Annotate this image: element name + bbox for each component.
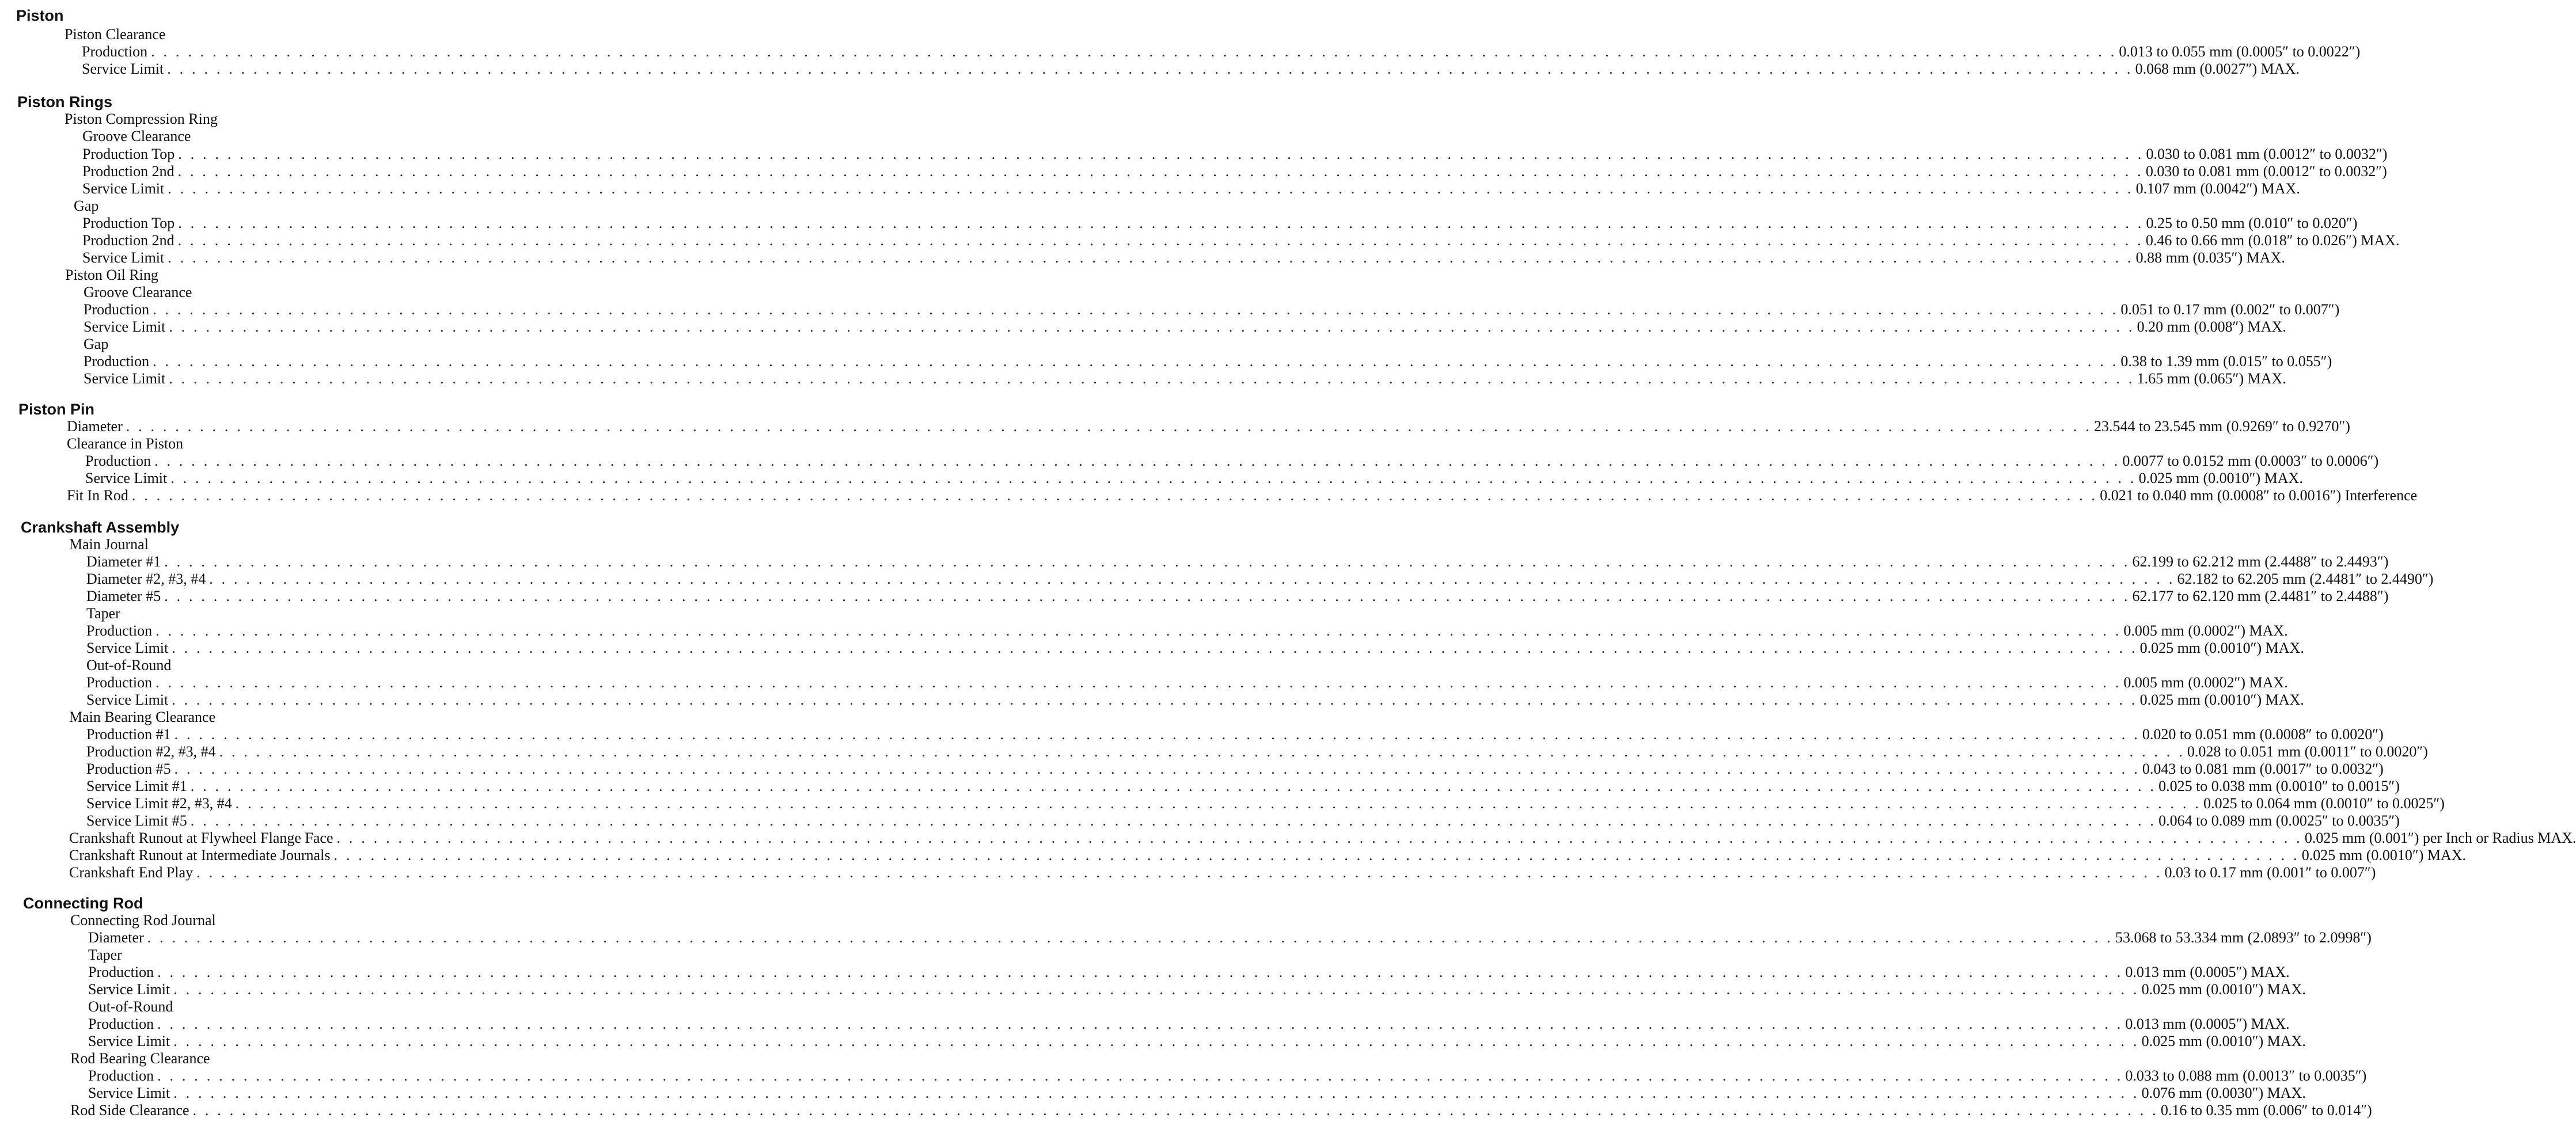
subheading-main-journal: Main Journal — [69, 536, 149, 553]
dot-leader: . . . . . . . . . . . . . . . . . . . . . . . . . . . . . . . . . . . . . . . . . . . . . . . . . . . . . . . . . . . . . . . . . . . . . . . . . . . . . . . . . . . . . . . . . . . . . . . . . . . . . . . . . . . . . . . . . . . . . . . . . . . . . . . . . . . . . . . . . . . . . . . . . . . . . . . . . . . . . . . . — [178, 146, 2144, 162]
spec-row — [82, 232, 2400, 249]
spec-value: 0.025 mm (0.0010″) MAX. — [2301, 847, 2467, 864]
dot-leader: . . . . . . . . . . . . . . . . . . . . . . . . . . . . . . . . . . . . . . . . . . . . . . . . . . . . . . . . . . . . . . . . . . . . . . . . . . . . . . . . . . . . . . . . . . . . . . . . . . . . . . . . . . . . . . . . . . . . . . . . . . . . . . . . . . . . . . . . . . . . . . . . . . . . . . . . . . . . . . . . — [172, 640, 2138, 656]
dot-leader: . . . . . . . . . . . . . . . . . . . . . . . . . . . . . . . . . . . . . . . . . . . . . . . . . . . . . . . . . . . . . . . . . . . . . . . . . . . . . . . . . . . . . . . . . . . . . . . . . . . . . . . . . . . . . . . . . . . . . . . . . . . . . . . . . . . . . . . . . . . . . . . . . . . . . . . . . . . . . . . . — [151, 43, 2117, 60]
spec-label: Service Limit #5 — [86, 812, 187, 829]
spec-label: Production 2nd — [82, 232, 174, 249]
spec-label: Diameter — [67, 418, 123, 435]
dot-leader: . . . . . . . . . . . . . . . . . . . . . . . . . . . . . . . . . . . . . . . . . . . . . . . . . . . . . . . . . . . . . . . . . . . . . . . . . . . . . . . . . . . . . . . . . . . . . . . . . . . . . . . . . . . . . . . . . . . . . . . . . . . . . . . . . . . . . . . . . . . . . . . . . . . . . . . . . . . . . . . . — [155, 622, 2122, 639]
dot-leader: . . . . . . . . . . . . . . . . . . . . . . . . . . . . . . . . . . . . . . . . . . . . . . . . . . . . . . . . . . . . . . . . . . . . . . . . . . . . . . . . . . . . . . . . . . . . . . . . . . . . . . . . . . . . . . . . . . . . . . . . . . . . . . . . . . . . . . . . . . . . . . . . . . . . . . . . . . . . . . . . — [154, 452, 2120, 469]
section-heading-crankshaft-assembly: Crankshaft Assembly — [21, 519, 180, 536]
dot-leader: . . . . . . . . . . . . . . . . . . . . . . . . . . . . . . . . . . . . . . . . . . . . . . . . . . . . . . . . . . . . . . . . . . . . . . . . . . . . . . . . . . . . . . . . . . . . . . . . . . . . . . . . . . . . . . . . . . . . . . . . . . . . . . . . . . . . . . . . . . . . . . . . . . . . . . . . . . . . . . . . — [190, 778, 2157, 794]
spec-label: Service Limit — [82, 60, 164, 77]
spec-label: Fit In Rod — [67, 487, 128, 504]
spec-value: 53.068 to 53.334 mm (2.0893″ to 2.0998″) — [2115, 929, 2372, 946]
dot-leader: . . . . . . . . . . . . . . . . . . . . . . . . . . . . . . . . . . . . . . . . . . . . . . . . . . . . . . . . . . . . . . . . . . . . . . . . . . . . . . . . . . . . . . . . . . . . . . . . . . . . . . . . . . . . . . . . . . . . . . . . . . . . . . . . . . . . . . . . . . . . . . . . . . . . . . . . . . . . . . . . — [131, 487, 2098, 504]
spec-value: 0.013 mm (0.0005″) MAX. — [2125, 964, 2290, 980]
spec-row — [82, 249, 2285, 267]
spec-value: 0.068 mm (0.0027″) MAX. — [2135, 60, 2300, 77]
spec-value: 0.38 to 1.39 mm (0.015″ to 0.055″) — [2120, 353, 2332, 370]
spec-label: Production #2, #3, #4 — [86, 743, 216, 760]
spec-label: Diameter #1 — [86, 553, 161, 570]
dot-leader: . . . . . . . . . . . . . . . . . . . . . . . . . . . . . . . . . . . . . . . . . . . . . . . . . . . . . . . . . . . . . . . . . . . . . . . . . . . . . . . . . . . . . . . . . . . . . . . . . . . . . . . . . . . . . . . . . . . . . . . . . . . . . . . . . . . . . . . . . . . . . . . . . . . . . . . . . . . . . . . . — [336, 830, 2302, 846]
dot-leader: . . . . . . . . . . . . . . . . . . . . . . . . . . . . . . . . . . . . . . . . . . . . . . . . . . . . . . . . . . . . . . . . . . . . . . . . . . . . . . . . . . . . . . . . . . . . . . . . . . . . . . . . . . . . . . . . . . . . . . . . . . . . . . . . . . . . . . . . . . . . . . . . . . . . . . . . . . . . . . . . — [169, 318, 2135, 335]
spec-row — [88, 964, 2290, 981]
dot-leader: . . . . . . . . . . . . . . . . . . . . . . . . . . . . . . . . . . . . . . . . . . . . . . . . . . . . . . . . . . . . . . . . . . . . . . . . . . . . . . . . . . . . . . . . . . . . . . . . . . . . . . . . . . . . . . . . . . . . . . . . . . . . . . . . . . . . . . . . . . . . . . . . . . . . . . . . . . . . . . . . — [126, 418, 2092, 435]
spec-row — [69, 847, 2467, 864]
spec-value: 0.005 mm (0.0002″) MAX. — [2123, 674, 2288, 691]
subheading-out-of-round: Out-of-Round — [86, 657, 172, 674]
spec-label: Diameter #5 — [86, 588, 161, 604]
spec-value: 0.107 mm (0.0042″) MAX. — [2135, 180, 2300, 197]
spec-row — [86, 553, 2389, 570]
subheading-out-of-round: Out-of-Round — [88, 998, 173, 1015]
subheading-clearance-in-piston: Clearance in Piston — [67, 435, 184, 452]
dot-leader: . . . . . . . . . . . . . . . . . . . . . . . . . . . . . . . . . . . . . . . . . . . . . . . . . . . . . . . . . . . . . . . . . . . . . . . . . . . . . . . . . . . . . . . . . . . . . . . . . . . . . . . . . . . . . . . . . . . . . . . . . . . . . . . . . . . . . . . . . . . . . . . . . . . . . . . . . . . . . . . . — [170, 470, 2137, 486]
spec-row — [82, 163, 2387, 180]
spec-row — [82, 43, 2361, 60]
dot-leader: . . . . . . . . . . . . . . . . . . . . . . . . . . . . . . . . . . . . . . . . . . . . . . . . . . . . . . . . . . . . . . . . . . . . . . . . . . . . . . . . . . . . . . . . . . . . . . . . . . . . . . . . . . . . . . . . . . . . . . . . . . . . . . . . . . . . . . . . . . . . . . . . . . . . . . . . . . . . . . . . — [178, 215, 2144, 231]
spec-row — [86, 674, 2288, 691]
spec-row — [88, 1085, 2306, 1102]
dot-leader: . . . . . . . . . . . . . . . . . . . . . . . . . . . . . . . . . . . . . . . . . . . . . . . . . . . . . . . . . . . . . . . . . . . . . . . . . . . . . . . . . . . . . . . . . . . . . . . . . . . . . . . . . . . . . . . . . . . . . . . . . . . . . . . . . . . . . . . . . . . . . . . . . . . . . . . . . . . . . . . . — [173, 1085, 2139, 1101]
spec-label: Service Limit — [88, 1085, 170, 1101]
spec-label: Production — [82, 43, 148, 60]
spec-label: Service Limit — [88, 1033, 170, 1049]
dot-leader: . . . . . . . . . . . . . . . . . . . . . . . . . . . . . . . . . . . . . . . . . . . . . . . . . . . . . . . . . . . . . . . . . . . . . . . . . . . . . . . . . . . . . . . . . . . . . . . . . . . . . . . . . . . . . . . . . . . . . . . . . . . . . . . . . . . . . . . . . . . . . . . . . . . . . . . . . . . . . . . . — [219, 743, 2185, 760]
spec-label: Crankshaft Runout at Intermediate Journals — [69, 847, 331, 864]
spec-value: 62.177 to 62.120 mm (2.4481″ to 2.4488″) — [2132, 588, 2389, 604]
spec-value: 0.043 to 0.081 mm (0.0017″ to 0.0032″) — [2142, 760, 2384, 777]
dot-leader: . . . . . . . . . . . . . . . . . . . . . . . . . . . . . . . . . . . . . . . . . . . . . . . . . . . . . . . . . . . . . . . . . . . . . . . . . . . . . . . . . . . . . . . . . . . . . . . . . . . . . . . . . . . . . . . . . . . . . . . . . . . . . . . . . . . . . . . . . . . . . . . . . . . . . . . . . . . . . . . . — [174, 726, 2140, 743]
spec-row — [88, 1033, 2306, 1050]
spec-value: 0.025 mm (0.0010″) MAX. — [2139, 640, 2304, 656]
spec-label: Production — [85, 452, 151, 469]
spec-label: Service Limit — [82, 180, 165, 197]
spec-value: 0.076 mm (0.0030″) MAX. — [2141, 1085, 2306, 1101]
spec-row — [82, 215, 2358, 232]
subheading-taper: Taper — [88, 946, 122, 963]
dot-leader: . . . . . . . . . . . . . . . . . . . . . . . . . . . . . . . . . . . . . . . . . . . . . . . . . . . . . . . . . . . . . . . . . . . . . . . . . . . . . . . . . . . . . . . . . . . . . . . . . . . . . . . . . . . . . . . . . . . . . . . . . . . . . . . . . . . . . . . . . . . . . . . . . . . . . . . . . . . . . . . . — [168, 180, 2134, 197]
spec-row — [69, 830, 2576, 847]
spec-label: Service Limit — [86, 640, 169, 656]
spec-value: 62.182 to 62.205 mm (2.4481″ to 2.4490″) — [2177, 570, 2434, 587]
spec-label: Production — [84, 353, 150, 370]
spec-label: Production — [86, 622, 153, 639]
subheading-rod-bearing-clearance: Rod Bearing Clearance — [70, 1050, 210, 1067]
spec-row — [67, 487, 2418, 504]
spec-row — [67, 418, 2350, 435]
spec-label: Production Top — [82, 146, 175, 162]
spec-label: Service Limit #2, #3, #4 — [86, 795, 232, 812]
subheading-groove-clearance: Groove Clearance — [82, 128, 191, 144]
spec-value: 0.005 mm (0.0002″) MAX. — [2123, 622, 2288, 639]
spec-value: 0.013 to 0.055 mm (0.0005″ to 0.0022″) — [2119, 43, 2361, 60]
spec-row — [86, 622, 2288, 640]
spec-value: 0.013 mm (0.0005″) MAX. — [2125, 1016, 2290, 1032]
spec-row — [88, 1016, 2290, 1033]
spec-label: Production — [88, 1016, 154, 1032]
spec-label: Production — [88, 1067, 154, 1084]
dot-leader: . . . . . . . . . . . . . . . . . . . . . . . . . . . . . . . . . . . . . . . . . . . . . . . . . . . . . . . . . . . . . . . . . . . . . . . . . . . . . . . . . . . . . . . . . . . . . . . . . . . . . . . . . . . . . . . . . . . . . . . . . . . . . . . . . . . . . . . . . . . . . . . . . . . . . . . . . . . . . . . . — [168, 249, 2134, 266]
spec-row — [88, 981, 2306, 998]
spec-row — [86, 795, 2445, 812]
subheading-connecting-rod-journal: Connecting Rod Journal — [70, 912, 216, 929]
spec-row — [88, 929, 2372, 946]
dot-leader: . . . . . . . . . . . . . . . . . . . . . . . . . . . . . . . . . . . . . . . . . . . . . . . . . . . . . . . . . . . . . . . . . . . . . . . . . . . . . . . . . . . . . . . . . . . . . . . . . . . . . . . . . . . . . . . . . . . . . . . . . . . . . . . . . . . . . . . . . . . . . . . . . . . . . . . . . . . . . . . . — [164, 553, 2130, 570]
spec-label: Production — [84, 301, 150, 318]
spec-label: Production — [86, 674, 153, 691]
spec-label: Service Limit — [88, 981, 170, 998]
section-heading-piston: Piston — [16, 7, 64, 24]
spec-row — [85, 470, 2303, 487]
spec-value: 0.20 mm (0.008″) MAX. — [2137, 318, 2286, 335]
spec-label: Production #1 — [86, 726, 171, 743]
spec-value: 0.021 to 0.040 mm (0.0008″ to 0.0016″) Interference — [2100, 487, 2418, 504]
dot-leader: . . . . . . . . . . . . . . . . . . . . . . . . . . . . . . . . . . . . . . . . . . . . . . . . . . . . . . . . . . . . . . . . . . . . . . . . . . . . . . . . . . . . . . . . . . . . . . . . . . . . . . . . . . . . . . . . . . . . . . . . . . . . . . . . . . . . . . . . . . . . . . . . . . . . . . . . . . . . . . . . — [177, 163, 2143, 180]
spec-row — [85, 452, 2379, 470]
spec-value: 0.025 mm (0.0010″) MAX. — [2139, 691, 2304, 708]
dot-leader: . . . . . . . . . . . . . . . . . . . . . . . . . . . . . . . . . . . . . . . . . . . . . . . . . . . . . . . . . . . . . . . . . . . . . . . . . . . . . . . . . . . . . . . . . . . . . . . . . . . . . . . . . . . . . . . . . . . . . . . . . . . . . . . . . . . . . . . . . . . . . . . . . . . . . . . . . . . . . . . . — [196, 864, 2163, 881]
spec-row — [86, 760, 2384, 778]
dot-leader: . . . . . . . . . . . . . . . . . . . . . . . . . . . . . . . . . . . . . . . . . . . . . . . . . . . . . . . . . . . . . . . . . . . . . . . . . . . . . . . . . . . . . . . . . . . . . . . . . . . . . . . . . . . . . . . . . . . . . . . . . . . . . . . . . . . . . . . . . . . . . . . . . . . . . . . . . . . . . . . . — [209, 570, 2175, 587]
spec-value: 0.020 to 0.051 mm (0.0008″ to 0.0020″) — [2142, 726, 2384, 743]
spec-label: Production — [88, 964, 154, 980]
spec-label: Service Limit — [84, 318, 166, 335]
section-heading-piston-pin: Piston Pin — [18, 401, 95, 418]
spec-row — [86, 778, 2400, 795]
spec-label: Service Limit — [84, 370, 166, 387]
dot-leader: . . . . . . . . . . . . . . . . . . . . . . . . . . . . . . . . . . . . . . . . . . . . . . . . . . . . . . . . . . . . . . . . . . . . . . . . . . . . . . . . . . . . . . . . . . . . . . . . . . . . . . . . . . . . . . . . . . . . . . . . . . . . . . . . . . . . . . . . . . . . . . . . . . . . . . . . . . . . . . . . — [153, 353, 2119, 370]
spec-row — [69, 864, 2376, 881]
spec-value: 23.544 to 23.545 mm (0.9269″ to 0.9270″) — [2094, 418, 2350, 435]
spec-value: 0.16 to 0.35 mm (0.006″ to 0.014″) — [2160, 1102, 2372, 1119]
spec-value: 0.025 mm (0.001″) per Inch or Radius MAX. — [2304, 830, 2576, 846]
spec-value: 0.025 mm (0.0010″) MAX. — [2141, 981, 2306, 998]
subheading-piston-oil-ring: Piston Oil Ring — [65, 267, 158, 283]
subheading-gap: Gap — [74, 197, 99, 214]
subheading-taper: Taper — [86, 605, 120, 622]
subheading-groove-clearance: Groove Clearance — [84, 284, 192, 301]
spec-value: 0.46 to 0.66 mm (0.018″ to 0.026″) MAX. — [2145, 232, 2400, 249]
dot-leader: . . . . . . . . . . . . . . . . . . . . . . . . . . . . . . . . . . . . . . . . . . . . . . . . . . . . . . . . . . . . . . . . . . . . . . . . . . . . . . . . . . . . . . . . . . . . . . . . . . . . . . . . . . . . . . . . . . . . . . . . . . . . . . . . . . . . . . . . . . . . . . . . . . . . . . . . . . . . . . . . — [192, 1102, 2158, 1119]
spec-label: Crankshaft End Play — [69, 864, 194, 881]
spec-value: 0.025 mm (0.0010″) MAX. — [2141, 1033, 2306, 1049]
subheading-piston-clearance: Piston Clearance — [65, 26, 166, 43]
spec-row — [82, 146, 2388, 163]
spec-value: 0.025 mm (0.0010″) MAX. — [2138, 470, 2303, 486]
spec-label: Service Limit #1 — [86, 778, 187, 794]
spec-value: 0.030 to 0.081 mm (0.0012″ to 0.0032″) — [2145, 163, 2387, 180]
dot-leader: . . . . . . . . . . . . . . . . . . . . . . . . . . . . . . . . . . . . . . . . . . . . . . . . . . . . . . . . . . . . . . . . . . . . . . . . . . . . . . . . . . . . . . . . . . . . . . . . . . . . . . . . . . . . . . . . . . . . . . . . . . . . . . . . . . . . . . . . . . . . . . . . . . . . . . . . . . . . . . . . — [235, 795, 2202, 812]
spec-row — [70, 1102, 2372, 1119]
spec-value: 0.025 to 0.038 mm (0.0010″ to 0.0015″) — [2158, 778, 2400, 794]
spec-row — [86, 743, 2428, 760]
dot-leader: . . . . . . . . . . . . . . . . . . . . . . . . . . . . . . . . . . . . . . . . . . . . . . . . . . . . . . . . . . . . . . . . . . . . . . . . . . . . . . . . . . . . . . . . . . . . . . . . . . . . . . . . . . . . . . . . . . . . . . . . . . . . . . . . . . . . . . . . . . . . . . . . . . . . . . . . . . . . . . . . — [155, 674, 2122, 691]
spec-value: 0.025 to 0.064 mm (0.0010″ to 0.0025″) — [2203, 795, 2445, 812]
spec-row — [84, 301, 2340, 318]
dot-leader: . . . . . . . . . . . . . . . . . . . . . . . . . . . . . . . . . . . . . . . . . . . . . . . . . . . . . . . . . . . . . . . . . . . . . . . . . . . . . . . . . . . . . . . . . . . . . . . . . . . . . . . . . . . . . . . . . . . . . . . . . . . . . . . . . . . . . . . . . . . . . . . . . . . . . . . . . . . . . . . . — [177, 232, 2143, 249]
spec-value: 0.0077 to 0.0152 mm (0.0003″ to 0.0006″) — [2122, 452, 2379, 469]
dot-leader: . . . . . . . . . . . . . . . . . . . . . . . . . . . . . . . . . . . . . . . . . . . . . . . . . . . . . . . . . . . . . . . . . . . . . . . . . . . . . . . . . . . . . . . . . . . . . . . . . . . . . . . . . . . . . . . . . . . . . . . . . . . . . . . . . . . . . . . . . . . . . . . . . . . . . . . . . . . . . . . . — [164, 588, 2130, 604]
spec-row — [88, 1067, 2367, 1085]
spec-row — [86, 588, 2389, 605]
dot-leader: . . . . . . . . . . . . . . . . . . . . . . . . . . . . . . . . . . . . . . . . . . . . . . . . . . . . . . . . . . . . . . . . . . . . . . . . . . . . . . . . . . . . . . . . . . . . . . . . . . . . . . . . . . . . . . . . . . . . . . . . . . . . . . . . . . . . . . . . . . . . . . . . . . . . . . . . . . . . . . . . — [174, 760, 2140, 777]
dot-leader: . . . . . . . . . . . . . . . . . . . . . . . . . . . . . . . . . . . . . . . . . . . . . . . . . . . . . . . . . . . . . . . . . . . . . . . . . . . . . . . . . . . . . . . . . . . . . . . . . . . . . . . . . . . . . . . . . . . . . . . . . . . . . . . . . . . . . . . . . . . . . . . . . . . . . . . . . . . . . . . . — [147, 929, 2114, 946]
spec-row — [86, 640, 2304, 657]
spec-row — [86, 726, 2384, 743]
dot-leader: . . . . . . . . . . . . . . . . . . . . . . . . . . . . . . . . . . . . . . . . . . . . . . . . . . . . . . . . . . . . . . . . . . . . . . . . . . . . . . . . . . . . . . . . . . . . . . . . . . . . . . . . . . . . . . . . . . . . . . . . . . . . . . . . . . . . . . . . . . . . . . . . . . . . . . . . . . . . . . . . — [190, 812, 2157, 829]
dot-leader: . . . . . . . . . . . . . . . . . . . . . . . . . . . . . . . . . . . . . . . . . . . . . . . . . . . . . . . . . . . . . . . . . . . . . . . . . . . . . . . . . . . . . . . . . . . . . . . . . . . . . . . . . . . . . . . . . . . . . . . . . . . . . . . . . . . . . . . . . . . . . . . . . . . . . . . . . . . . . . . . — [172, 691, 2138, 708]
section-heading-connecting-rod: Connecting Rod — [23, 895, 143, 912]
dot-leader: . . . . . . . . . . . . . . . . . . . . . . . . . . . . . . . . . . . . . . . . . . . . . . . . . . . . . . . . . . . . . . . . . . . . . . . . . . . . . . . . . . . . . . . . . . . . . . . . . . . . . . . . . . . . . . . . . . . . . . . . . . . . . . . . . . . . . . . . . . . . . . . . . . . . . . . . . . . . . . . . — [167, 60, 2133, 77]
subheading-piston-compression-ring: Piston Compression Ring — [65, 111, 218, 127]
spec-label: Production Top — [82, 215, 175, 231]
spec-value: 0.064 to 0.089 mm (0.0025″ to 0.0035″) — [2158, 812, 2400, 829]
spec-value: 0.25 to 0.50 mm (0.010″ to 0.020″) — [2146, 215, 2358, 231]
spec-value: 0.03 to 0.17 mm (0.001″ to 0.007″) — [2164, 864, 2376, 881]
dot-leader: . . . . . . . . . . . . . . . . . . . . . . . . . . . . . . . . . . . . . . . . . . . . . . . . . . . . . . . . . . . . . . . . . . . . . . . . . . . . . . . . . . . . . . . . . . . . . . . . . . . . . . . . . . . . . . . . . . . . . . . . . . . . . . . . . . . . . . . . . . . . . . . . . . . . . . . . . . . . . . . . — [173, 1033, 2139, 1049]
spec-row — [82, 180, 2300, 197]
dot-leader: . . . . . . . . . . . . . . . . . . . . . . . . . . . . . . . . . . . . . . . . . . . . . . . . . . . . . . . . . . . . . . . . . . . . . . . . . . . . . . . . . . . . . . . . . . . . . . . . . . . . . . . . . . . . . . . . . . . . . . . . . . . . . . . . . . . . . . . . . . . . . . . . . . . . . . . . . . . . . . . . — [173, 981, 2139, 998]
spec-label: Service Limit — [86, 691, 169, 708]
spec-row — [86, 570, 2434, 588]
dot-leader: . . . . . . . . . . . . . . . . . . . . . . . . . . . . . . . . . . . . . . . . . . . . . . . . . . . . . . . . . . . . . . . . . . . . . . . . . . . . . . . . . . . . . . . . . . . . . . . . . . . . . . . . . . . . . . . . . . . . . . . . . . . . . . . . . . . . . . . . . . . . . . . . . . . . . . . . . . . . . . . . — [169, 370, 2135, 387]
dot-leader: . . . . . . . . . . . . . . . . . . . . . . . . . . . . . . . . . . . . . . . . . . . . . . . . . . . . . . . . . . . . . . . . . . . . . . . . . . . . . . . . . . . . . . . . . . . . . . . . . . . . . . . . . . . . . . . . . . . . . . . . . . . . . . . . . . . . . . . . . . . . . . . . . . . . . . . . . . . . . . . . — [157, 1067, 2123, 1084]
subheading-gap: Gap — [84, 336, 109, 352]
spec-value: 1.65 mm (0.065″) MAX. — [2137, 370, 2286, 387]
spec-label: Rod Side Clearance — [70, 1102, 189, 1119]
section-heading-piston-rings: Piston Rings — [17, 93, 113, 111]
spec-label: Diameter — [88, 929, 144, 946]
dot-leader: . . . . . . . . . . . . . . . . . . . . . . . . . . . . . . . . . . . . . . . . . . . . . . . . . . . . . . . . . . . . . . . . . . . . . . . . . . . . . . . . . . . . . . . . . . . . . . . . . . . . . . . . . . . . . . . . . . . . . . . . . . . . . . . . . . . . . . . . . . . . . . . . . . . . . . . . . . . . . . . . — [153, 301, 2119, 318]
spec-value: 0.028 to 0.051 mm (0.0011″ to 0.0020″) — [2187, 743, 2428, 760]
spec-label: Crankshaft Runout at Flywheel Flange Face — [69, 830, 333, 846]
spec-label: Service Limit — [85, 470, 168, 486]
spec-row — [84, 370, 2286, 387]
spec-label: Diameter #2, #3, #4 — [86, 570, 206, 587]
dot-leader: . . . . . . . . . . . . . . . . . . . . . . . . . . . . . . . . . . . . . . . . . . . . . . . . . . . . . . . . . . . . . . . . . . . . . . . . . . . . . . . . . . . . . . . . . . . . . . . . . . . . . . . . . . . . . . . . . . . . . . . . . . . . . . . . . . . . . . . . . . . . . . . . . . . . . . . . . . . . . . . . — [333, 847, 2300, 864]
spec-row — [86, 691, 2304, 709]
spec-value: 0.051 to 0.17 mm (0.002″ to 0.007″) — [2120, 301, 2340, 318]
spec-row — [84, 353, 2332, 370]
spec-row — [84, 318, 2286, 336]
spec-label: Production #5 — [86, 760, 171, 777]
spec-label: Service Limit — [82, 249, 165, 266]
spec-value: 0.030 to 0.081 mm (0.0012″ to 0.0032″) — [2146, 146, 2388, 162]
spec-row — [86, 812, 2400, 830]
spec-row — [82, 60, 2300, 78]
spec-label: Production 2nd — [82, 163, 174, 180]
dot-leader: . . . . . . . . . . . . . . . . . . . . . . . . . . . . . . . . . . . . . . . . . . . . . . . . . . . . . . . . . . . . . . . . . . . . . . . . . . . . . . . . . . . . . . . . . . . . . . . . . . . . . . . . . . . . . . . . . . . . . . . . . . . . . . . . . . . . . . . . . . . . . . . . . . . . . . . . . . . . . . . . — [157, 1016, 2123, 1032]
spec-value: 62.199 to 62.212 mm (2.4488″ to 2.4493″) — [2132, 553, 2389, 570]
spec-value: 0.033 to 0.088 mm (0.0013″ to 0.0035″) — [2125, 1067, 2367, 1084]
subheading-main-bearing-clearance: Main Bearing Clearance — [69, 709, 216, 725]
dot-leader: . . . . . . . . . . . . . . . . . . . . . . . . . . . . . . . . . . . . . . . . . . . . . . . . . . . . . . . . . . . . . . . . . . . . . . . . . . . . . . . . . . . . . . . . . . . . . . . . . . . . . . . . . . . . . . . . . . . . . . . . . . . . . . . . . . . . . . . . . . . . . . . . . . . . . . . . . . . . . . . . — [157, 964, 2123, 980]
spec-value: 0.88 mm (0.035″) MAX. — [2135, 249, 2285, 266]
